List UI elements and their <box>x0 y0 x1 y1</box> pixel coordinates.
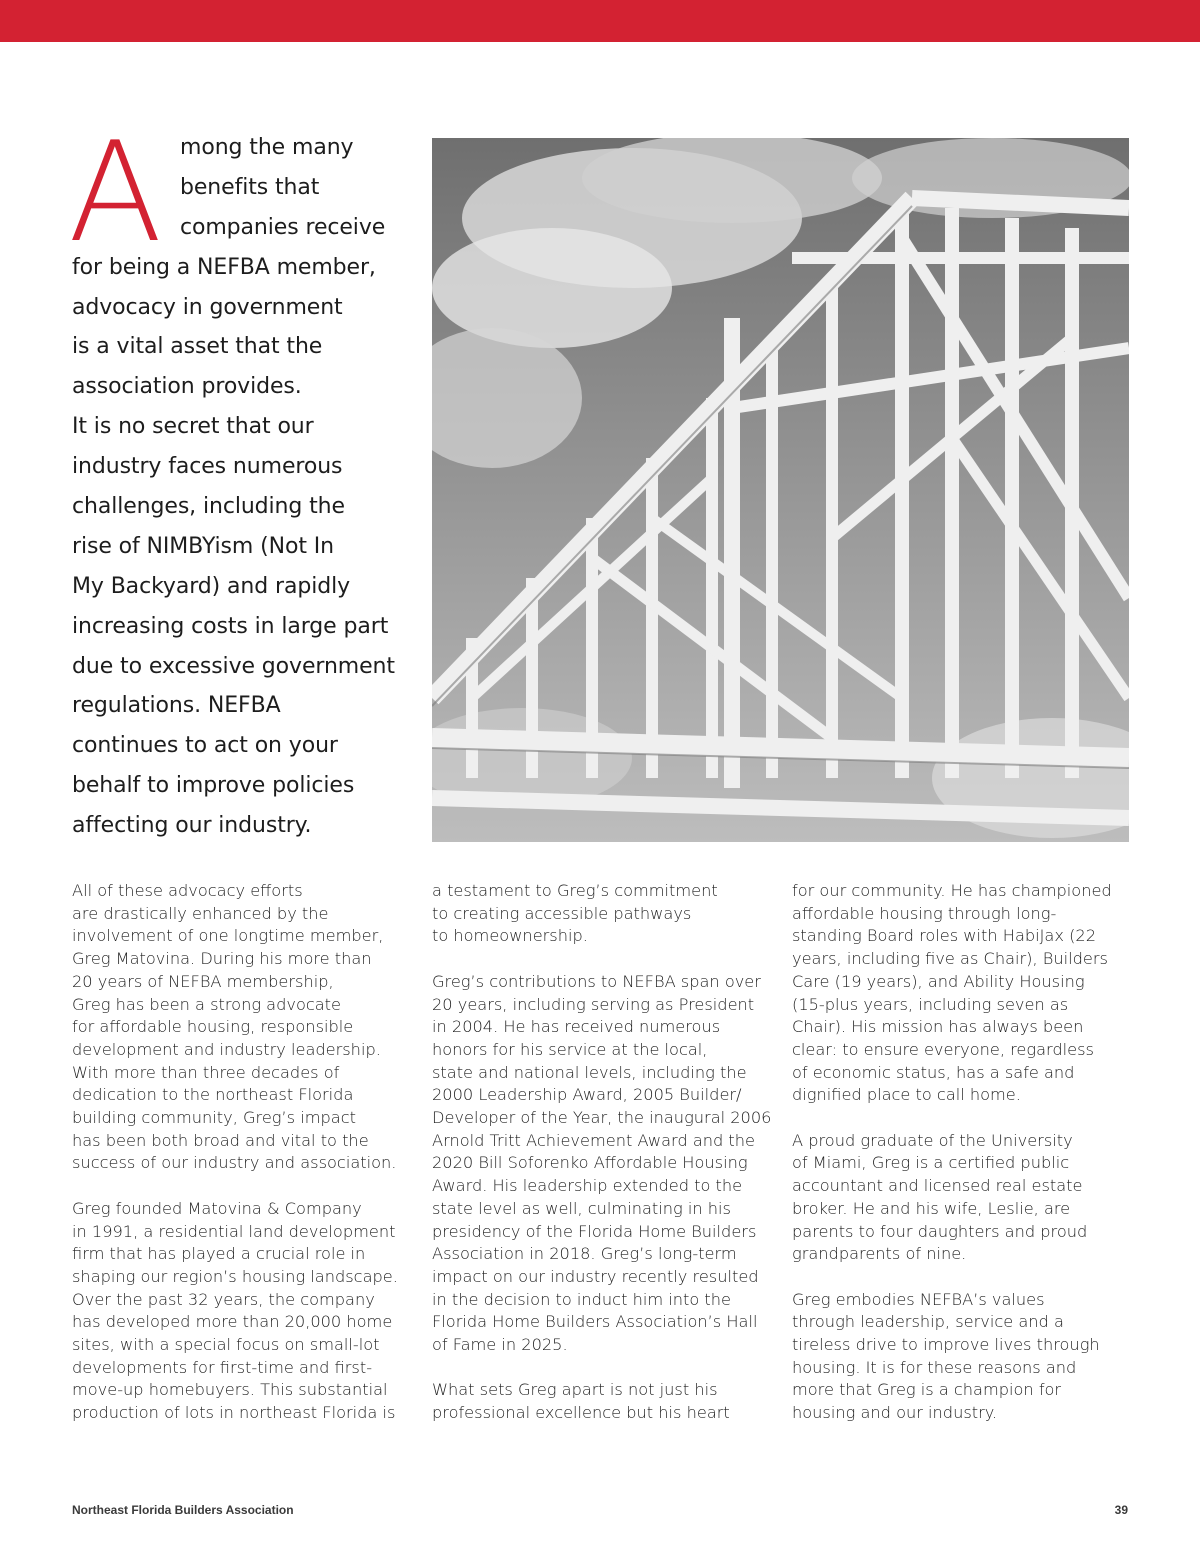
paragraph-line: a testament to Greg’s commitment <box>432 881 718 900</box>
paragraph-line: dedication to the northeast Florida <box>72 1085 354 1105</box>
paragraph-line: honors for his service at the local, <box>432 1039 708 1059</box>
paragraph-line: (15-plus years, including seven as <box>792 994 1069 1014</box>
paragraph-line: shaping our region’s housing landscape. <box>72 1266 398 1286</box>
paragraph-line: parents to four daughters and proud <box>792 1221 1088 1241</box>
paragraph-line: accountant and licensed real estate <box>792 1176 1083 1196</box>
paragraph-line: developments for first-time and first- <box>72 1357 373 1377</box>
house-framing-photo <box>432 138 1129 842</box>
article-paragraph <box>72 1198 417 1425</box>
paragraph-line: for affordable housing, responsible <box>72 1017 354 1037</box>
paragraph-line: state level as well, culminating in his <box>432 1198 731 1218</box>
paragraph-line: to creating accessible pathways <box>432 903 692 923</box>
article-paragraph <box>72 880 417 1175</box>
paragraph-line: A proud graduate of the University <box>792 1130 1073 1150</box>
paragraph-line: of Miami, Greg is a certified public <box>792 1153 1070 1173</box>
paragraph-line: housing and our industry. <box>792 1403 998 1423</box>
paragraph-line: has developed more than 20,000 home <box>72 1312 393 1332</box>
intro-line: affecting our industry. <box>72 813 312 839</box>
paragraph-line: has been both broad and vital to the <box>72 1130 369 1150</box>
intro-line: challenges, including the <box>72 494 345 520</box>
paragraph-line: for our community. He has championed <box>792 881 1112 900</box>
paragraph-line: Developer of the Year, the inaugural 2006 <box>432 1108 772 1128</box>
paragraph-line: What sets Greg apart is not just his <box>432 1380 718 1400</box>
paragraph-line: of economic status, has a safe and <box>792 1062 1075 1082</box>
intro-line: for being a NEFBA member, <box>72 254 376 280</box>
intro-line: My Backyard) and rapidly <box>72 573 351 599</box>
paragraph-line: 20 years of NEFBA membership, <box>72 971 334 991</box>
article-column-3 <box>792 880 1137 1448</box>
paragraph-line: All of these advocacy efforts <box>72 881 303 900</box>
intro-line: is a vital asset that the <box>72 334 323 360</box>
drop-cap: A <box>68 112 163 273</box>
intro-line: rise of NIMBYism (Not In <box>72 533 334 559</box>
paragraph-line: involvement of one longtime member, <box>72 926 384 946</box>
paragraph-line: development and industry leadership. <box>72 1039 381 1059</box>
paragraph-line: move-up homebuyers. This substantial <box>72 1380 388 1400</box>
intro-line: mong the many <box>180 135 354 160</box>
paragraph-line: presidency of the Florida Home Builders <box>432 1221 757 1241</box>
intro-line: regulations. NEFBA <box>72 693 281 719</box>
paragraph-line: 2000 Leadership Award, 2005 Builder/ <box>432 1085 742 1105</box>
paragraph-line: grandparents of nine. <box>792 1244 967 1264</box>
top-accent-bar <box>0 0 1200 42</box>
paragraph-line: firm that has played a crucial role in <box>72 1244 366 1264</box>
paragraph-line: through leadership, service and a <box>792 1312 1064 1332</box>
intro-line: companies receive <box>180 214 386 240</box>
intro-line: due to excessive government <box>72 653 395 679</box>
article-paragraph <box>432 1379 777 1424</box>
intro-pull-text <box>68 112 417 846</box>
paragraph-line: success of our industry and association. <box>72 1153 397 1173</box>
article-paragraph <box>432 880 777 948</box>
intro-line: increasing costs in large part <box>72 613 389 639</box>
intro-line: benefits that <box>180 174 320 200</box>
paragraph-line: impact on our industry recently resulted <box>432 1266 759 1286</box>
paragraph-line: to homeownership. <box>432 926 588 946</box>
paragraph-line: Over the past 32 years, the company <box>72 1289 375 1309</box>
article-paragraph <box>792 1289 1137 1425</box>
paragraph-line: Greg embodies NEFBA’s values <box>792 1289 1045 1309</box>
article-column-2 <box>432 880 777 1448</box>
paragraph-line: Arnold Tritt Achievement Award and the <box>432 1130 755 1150</box>
intro-line: continues to act on your <box>72 733 338 759</box>
paragraph-line: years, including five as Chair), Builders <box>792 949 1108 969</box>
paragraph-line: building community, Greg’s impact <box>72 1108 356 1128</box>
paragraph-line: dignified place to call home. <box>792 1085 1021 1105</box>
paragraph-line: sites, with a special focus on small-lot <box>72 1335 380 1355</box>
intro-line: It is no secret that our <box>72 414 314 440</box>
paragraph-line: in the decision to induct him into the <box>432 1289 731 1309</box>
paragraph-line: With more than three decades of <box>72 1062 340 1082</box>
paragraph-line: affordable housing through long- <box>792 903 1057 923</box>
paragraph-line: housing. It is for these reasons and <box>792 1357 1077 1377</box>
intro-line: industry faces numerous <box>72 454 343 480</box>
paragraph-line: are drastically enhanced by the <box>72 903 329 923</box>
paragraph-line: production of lots in northeast Florida is <box>72 1403 396 1423</box>
paragraph-line: in 1991, a residential land development <box>72 1221 396 1241</box>
article-paragraph <box>792 880 1137 1107</box>
paragraph-line: Care (19 years), and Ability Housing <box>792 971 1085 991</box>
paragraph-line: Award. His leadership extended to the <box>432 1176 743 1196</box>
paragraph-line: 20 years, including serving as President <box>432 994 755 1014</box>
paragraph-line: broker. He and his wife, Leslie, are <box>792 1198 1071 1218</box>
paragraph-line: Greg has been a strong advocate <box>72 994 341 1014</box>
paragraph-line: in 2004. He has received numerous <box>432 1017 721 1037</box>
paragraph-line: Florida Home Builders Association’s Hall <box>432 1312 758 1332</box>
paragraph-line: more that Greg is a champion for <box>792 1380 1062 1400</box>
paragraph-line: clear: to ensure everyone, regardless <box>792 1039 1094 1059</box>
paragraph-line: standing Board roles with HabiJax (22 <box>792 926 1096 946</box>
article-column-1 <box>72 880 417 1448</box>
paragraph-line: of Fame in 2025. <box>432 1335 568 1355</box>
paragraph-line: Association in 2018. Greg’s long-term <box>432 1244 737 1264</box>
framing-illustration <box>432 138 1129 842</box>
paragraph-line: professional excellence but his heart <box>432 1403 730 1423</box>
intro-line: behalf to improve policies <box>72 773 355 799</box>
footer-publication-name: Northeast Florida Builders Association <box>72 1503 294 1517</box>
intro-line: advocacy in government <box>72 294 343 320</box>
paragraph-line: 2020 Bill Soforenko Affordable Housing <box>432 1153 748 1173</box>
article-paragraph <box>432 971 777 1357</box>
intro-line: association provides. <box>72 374 302 400</box>
footer-page-number: 39 <box>1114 1503 1128 1517</box>
article-paragraph <box>792 1130 1137 1266</box>
paragraph-line: Greg Matovina. During his more than <box>72 949 372 969</box>
paragraph-line: Greg’s contributions to NEFBA span over <box>432 971 761 991</box>
paragraph-line: tireless drive to improve lives through <box>792 1335 1100 1355</box>
paragraph-line: state and national levels, including the <box>432 1062 747 1082</box>
paragraph-line: Chair). His mission has always been <box>792 1017 1084 1037</box>
paragraph-line: Greg founded Matovina & Company <box>72 1198 362 1218</box>
